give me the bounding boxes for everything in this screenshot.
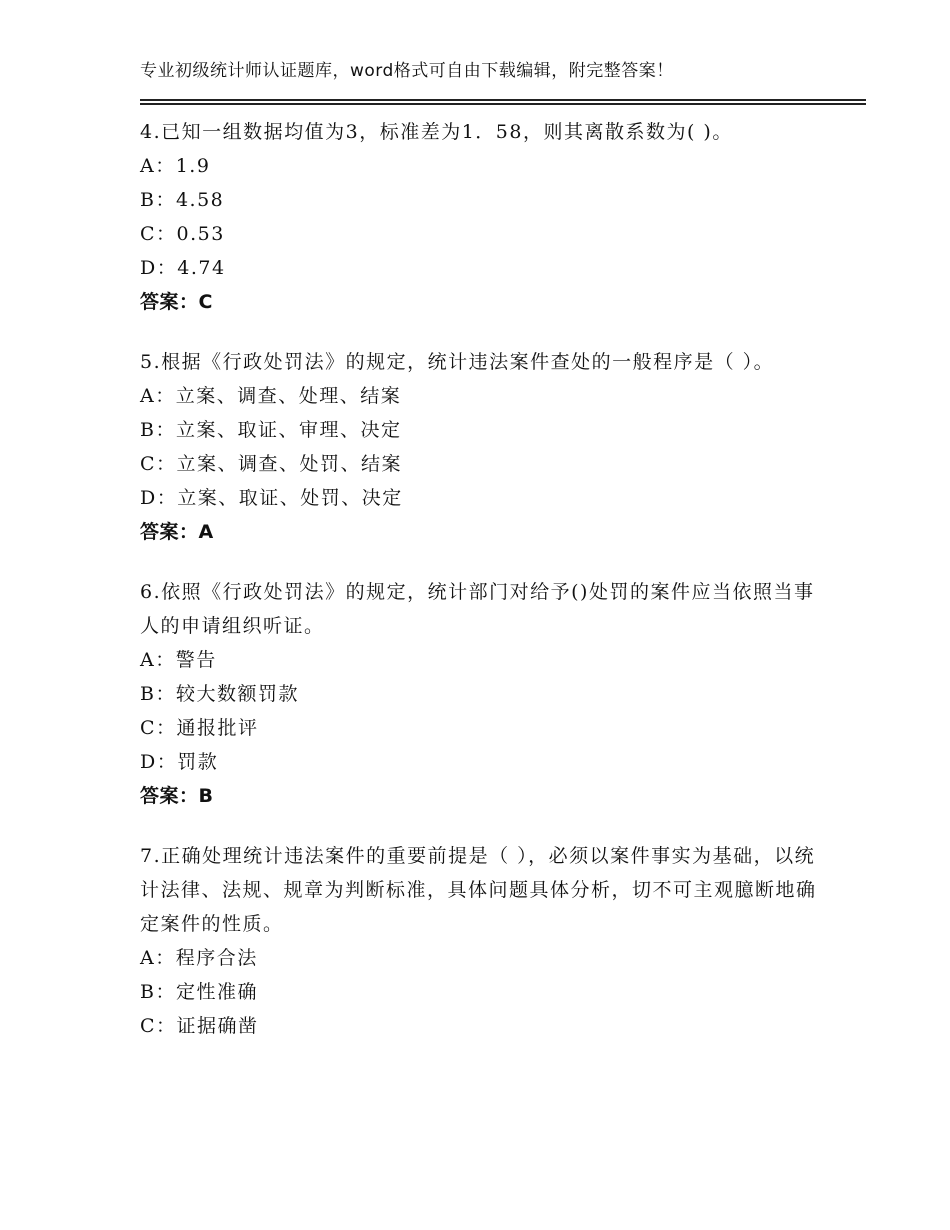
option-b: B：立案、取证、审理、决定 — [140, 419, 402, 441]
option-c: C：证据确凿 — [140, 1015, 259, 1037]
question-6 — [140, 575, 820, 813]
option-b: B：较大数额罚款 — [140, 683, 299, 705]
header-rule-top — [140, 99, 866, 101]
option-b: B：定性准确 — [140, 981, 258, 1003]
answer-line: 答案：A — [140, 521, 214, 543]
header-rule-bottom — [140, 103, 866, 105]
question-7 — [140, 839, 820, 1043]
option-d: D：罚款 — [140, 751, 219, 773]
option-d: D：立案、取证、处罚、决定 — [140, 487, 403, 509]
option-a: A：程序合法 — [140, 947, 258, 969]
question-4 — [140, 115, 820, 319]
option-d: D：4.74 — [140, 257, 226, 279]
question-5 — [140, 345, 820, 549]
answer-line: 答案：C — [140, 291, 213, 313]
answer-line: 答案：B — [140, 785, 214, 807]
question-stem: 4.已知一组数据均值为3，标准差为1．58，则其离散系数为( )。 — [140, 121, 733, 143]
question-stem: 6.依照《行政处罚法》的规定，统计部门对给予()处罚的案件应当依照当事人的申请组织听证。 — [140, 581, 815, 637]
option-a: A：警告 — [140, 649, 217, 671]
option-c: C：0.53 — [140, 223, 225, 245]
option-b: B：4.58 — [140, 189, 225, 211]
option-c: C：通报批评 — [140, 717, 259, 739]
option-a: A：立案、调查、处理、结案 — [140, 385, 402, 407]
option-a: A：1.9 — [140, 155, 211, 177]
question-stem: 7.正确处理统计违法案件的重要前提是（ ），必须以案件事实为基础，以统计法律、法规、规章为判断标准，具体问题具体分析，切不可主观臆断地确定案件的性质。 — [140, 845, 817, 935]
question-stem: 5.根据《行政处罚法》的规定，统计违法案件查处的一般程序是（ ）。 — [140, 351, 775, 373]
page-header: 专业初级统计师认证题库，word格式可自由下载编辑，附完整答案！ — [140, 61, 674, 81]
option-c: C：立案、调查、处罚、结案 — [140, 453, 403, 475]
question-list — [140, 115, 820, 1069]
